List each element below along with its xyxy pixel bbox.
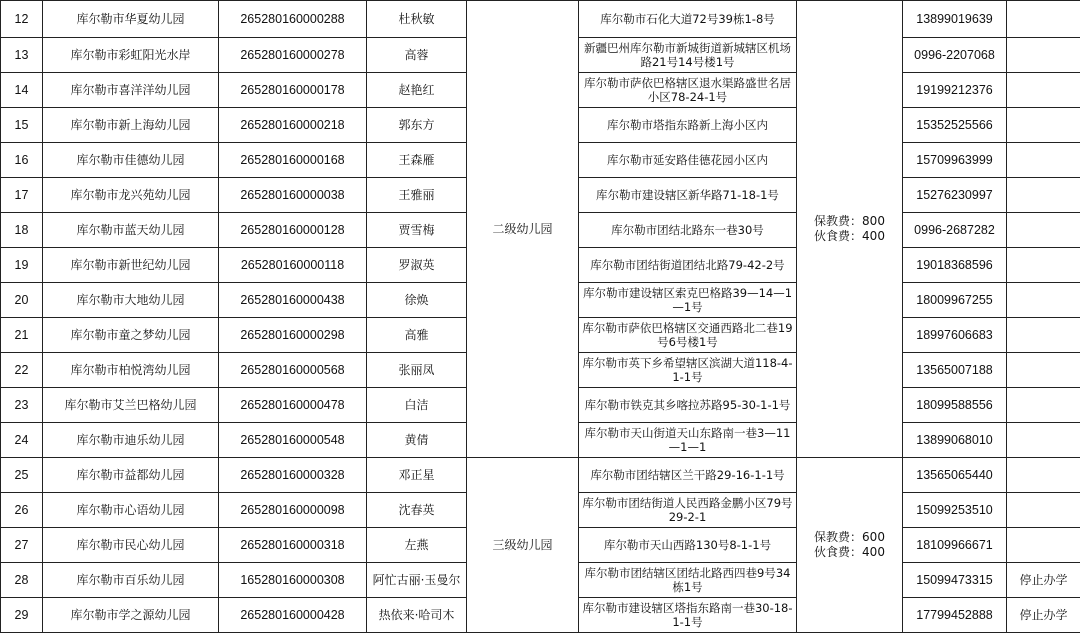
address-cell: 库尔勒市建设辖区塔指东路南一巷30-18-1-1号 xyxy=(579,598,797,633)
note-cell xyxy=(1007,1,1080,38)
kindergarten-name-cell: 库尔勒市蓝天幼儿园 xyxy=(43,213,219,248)
address-cell: 库尔勒市团结辖区兰干路29-16-1-1号 xyxy=(579,458,797,493)
kindergarten-name-cell: 库尔勒市大地幼儿园 xyxy=(43,283,219,318)
fee-line: 保教费：800 xyxy=(814,214,885,228)
phone-cell: 13565065440 xyxy=(903,458,1007,493)
address-cell: 库尔勒市团结街道人民西路金鹏小区79号29-2-1 xyxy=(579,493,797,528)
note-cell xyxy=(1007,528,1080,563)
registration-code-cell: 265280160000438 xyxy=(219,283,367,318)
kindergarten-name-cell: 库尔勒市佳德幼儿园 xyxy=(43,143,219,178)
row-number-cell: 15 xyxy=(1,108,43,143)
kindergarten-level-cell: 三级幼儿园 xyxy=(467,458,579,633)
kindergarten-name-cell: 库尔勒市喜洋洋幼儿园 xyxy=(43,73,219,108)
row-number-cell: 20 xyxy=(1,283,43,318)
registration-code-cell: 265280160000568 xyxy=(219,353,367,388)
registration-code-cell: 265280160000098 xyxy=(219,493,367,528)
address-cell: 库尔勒市英下乡希望辖区滨湖大道118-4-1-1号 xyxy=(579,353,797,388)
address-cell: 库尔勒市石化大道72号39栋1-8号 xyxy=(579,1,797,38)
phone-cell: 13899068010 xyxy=(903,423,1007,458)
row-number-cell: 28 xyxy=(1,563,43,598)
kindergarten-name-cell: 库尔勒市龙兴苑幼儿园 xyxy=(43,178,219,213)
phone-cell: 15099253510 xyxy=(903,493,1007,528)
principal-cell: 王雅丽 xyxy=(367,178,467,213)
row-number-cell: 19 xyxy=(1,248,43,283)
note-cell: 停止办学 xyxy=(1007,563,1080,598)
kindergarten-name-cell: 库尔勒市童之梦幼儿园 xyxy=(43,318,219,353)
phone-cell: 0996-2687282 xyxy=(903,213,1007,248)
registration-code-cell: 265280160000478 xyxy=(219,388,367,423)
note-cell xyxy=(1007,248,1080,283)
phone-cell: 17799452888 xyxy=(903,598,1007,633)
row-number-cell: 26 xyxy=(1,493,43,528)
note-cell xyxy=(1007,353,1080,388)
registration-code-cell: 265280160000288 xyxy=(219,1,367,38)
principal-cell: 郭东方 xyxy=(367,108,467,143)
kindergarten-name-cell: 库尔勒市彩虹阳光水岸 xyxy=(43,38,219,73)
principal-cell: 杜秋敏 xyxy=(367,1,467,38)
registration-code-cell: 165280160000308 xyxy=(219,563,367,598)
registration-code-cell: 265280160000178 xyxy=(219,73,367,108)
kindergarten-name-cell: 库尔勒市百乐幼儿园 xyxy=(43,563,219,598)
registration-code-cell: 265280160000298 xyxy=(219,318,367,353)
kindergarten-name-cell: 库尔勒市民心幼儿园 xyxy=(43,528,219,563)
note-cell xyxy=(1007,38,1080,73)
address-cell: 库尔勒市建设辖区索克巴格路39—14—1—1号 xyxy=(579,283,797,318)
row-number-cell: 18 xyxy=(1,213,43,248)
fee-standard-cell xyxy=(797,458,903,633)
kindergarten-name-cell: 库尔勒市艾兰巴格幼儿园 xyxy=(43,388,219,423)
principal-cell: 徐焕 xyxy=(367,283,467,318)
kindergarten-name-cell: 库尔勒市迪乐幼儿园 xyxy=(43,423,219,458)
address-cell: 库尔勒市铁克其乡喀拉苏路95-30-1-1号 xyxy=(579,388,797,423)
kindergarten-name-cell: 库尔勒市学之源幼儿园 xyxy=(43,598,219,633)
registration-code-cell: 265280160000428 xyxy=(219,598,367,633)
principal-cell: 高蓉 xyxy=(367,38,467,73)
phone-cell: 0996-2207068 xyxy=(903,38,1007,73)
row-number-cell: 29 xyxy=(1,598,43,633)
note-cell xyxy=(1007,213,1080,248)
phone-cell: 18109966671 xyxy=(903,528,1007,563)
phone-cell: 18099588556 xyxy=(903,388,1007,423)
note-cell: 停止办学 xyxy=(1007,598,1080,633)
principal-cell: 阿忙古丽·玉曼尔 xyxy=(367,563,467,598)
table-row xyxy=(1,458,1080,493)
registration-code-cell: 265280160000128 xyxy=(219,213,367,248)
note-cell xyxy=(1007,283,1080,318)
principal-cell: 邓正星 xyxy=(367,458,467,493)
registration-code-cell: 265280160000318 xyxy=(219,528,367,563)
row-number-cell: 17 xyxy=(1,178,43,213)
principal-cell: 左燕 xyxy=(367,528,467,563)
principal-cell: 贾雪梅 xyxy=(367,213,467,248)
kindergarten-name-cell: 库尔勒市心语幼儿园 xyxy=(43,493,219,528)
address-cell: 库尔勒市天山西路130号8-1-1号 xyxy=(579,528,797,563)
registration-code-cell: 265280160000218 xyxy=(219,108,367,143)
fee-line: 伙食费：400 xyxy=(814,229,885,243)
row-number-cell: 16 xyxy=(1,143,43,178)
row-number-cell: 24 xyxy=(1,423,43,458)
phone-cell: 18997606683 xyxy=(903,318,1007,353)
address-cell: 库尔勒市团结辖区团结北路西四巷9号34栋1号 xyxy=(579,563,797,598)
kindergarten-name-cell: 库尔勒市柏悦湾幼儿园 xyxy=(43,353,219,388)
note-cell xyxy=(1007,178,1080,213)
principal-cell: 白洁 xyxy=(367,388,467,423)
note-cell xyxy=(1007,73,1080,108)
address-cell: 库尔勒市萨依巴格辖区退水渠路盛世名居小区78-24-1号 xyxy=(579,73,797,108)
table-body xyxy=(1,1,1080,633)
principal-cell: 热依来·哈司木 xyxy=(367,598,467,633)
principal-cell: 赵艳红 xyxy=(367,73,467,108)
principal-cell: 罗淑英 xyxy=(367,248,467,283)
fee-standard-cell xyxy=(797,1,903,458)
note-cell xyxy=(1007,493,1080,528)
principal-cell: 黄倩 xyxy=(367,423,467,458)
row-number-cell: 22 xyxy=(1,353,43,388)
row-number-cell: 23 xyxy=(1,388,43,423)
fee-line: 保教费：600 xyxy=(814,530,885,544)
note-cell xyxy=(1007,458,1080,493)
principal-cell: 张丽凤 xyxy=(367,353,467,388)
row-number-cell: 27 xyxy=(1,528,43,563)
address-cell: 库尔勒市团结街道团结北路79-42-2号 xyxy=(579,248,797,283)
address-cell: 库尔勒市团结北路东一巷30号 xyxy=(579,213,797,248)
principal-cell: 高雅 xyxy=(367,318,467,353)
fee-line: 伙食费：400 xyxy=(814,545,885,559)
kindergarten-name-cell: 库尔勒市新上海幼儿园 xyxy=(43,108,219,143)
phone-cell: 13899019639 xyxy=(903,1,1007,38)
registration-code-cell: 265280160000118 xyxy=(219,248,367,283)
registration-code-cell: 265280160000278 xyxy=(219,38,367,73)
table-row xyxy=(1,1,1080,38)
principal-cell: 沈春英 xyxy=(367,493,467,528)
phone-cell: 15709963999 xyxy=(903,143,1007,178)
row-number-cell: 21 xyxy=(1,318,43,353)
kindergarten-name-cell: 库尔勒市华夏幼儿园 xyxy=(43,1,219,38)
registration-code-cell: 265280160000168 xyxy=(219,143,367,178)
principal-cell: 王森雁 xyxy=(367,143,467,178)
row-number-cell: 13 xyxy=(1,38,43,73)
row-number-cell: 25 xyxy=(1,458,43,493)
address-cell: 库尔勒市天山街道天山东路南一巷3—11—1—1 xyxy=(579,423,797,458)
address-cell: 库尔勒市萨依巴格辖区交通西路北二巷19号6号楼1号 xyxy=(579,318,797,353)
address-cell: 库尔勒市建设辖区新华路71-18-1号 xyxy=(579,178,797,213)
registration-code-cell: 265280160000038 xyxy=(219,178,367,213)
row-number-cell: 14 xyxy=(1,73,43,108)
phone-cell: 15099473315 xyxy=(903,563,1007,598)
address-cell: 库尔勒市塔指东路新上海小区内 xyxy=(579,108,797,143)
phone-cell: 19018368596 xyxy=(903,248,1007,283)
note-cell xyxy=(1007,143,1080,178)
note-cell xyxy=(1007,423,1080,458)
phone-cell: 18009967255 xyxy=(903,283,1007,318)
registration-code-cell: 265280160000328 xyxy=(219,458,367,493)
note-cell xyxy=(1007,108,1080,143)
note-cell xyxy=(1007,318,1080,353)
phone-cell: 15352525566 xyxy=(903,108,1007,143)
phone-cell: 15276230997 xyxy=(903,178,1007,213)
kindergarten-name-cell: 库尔勒市益都幼儿园 xyxy=(43,458,219,493)
phone-cell: 13565007188 xyxy=(903,353,1007,388)
note-cell xyxy=(1007,388,1080,423)
phone-cell: 19199212376 xyxy=(903,73,1007,108)
row-number-cell: 12 xyxy=(1,1,43,38)
kindergarten-name-cell: 库尔勒市新世纪幼儿园 xyxy=(43,248,219,283)
address-cell: 库尔勒市延安路佳德花园小区内 xyxy=(579,143,797,178)
kindergarten-level-cell: 二级幼儿园 xyxy=(467,1,579,458)
registration-code-cell: 265280160000548 xyxy=(219,423,367,458)
address-cell: 新疆巴州库尔勒市新城街道新城辖区机场路21号14号楼1号 xyxy=(579,38,797,73)
